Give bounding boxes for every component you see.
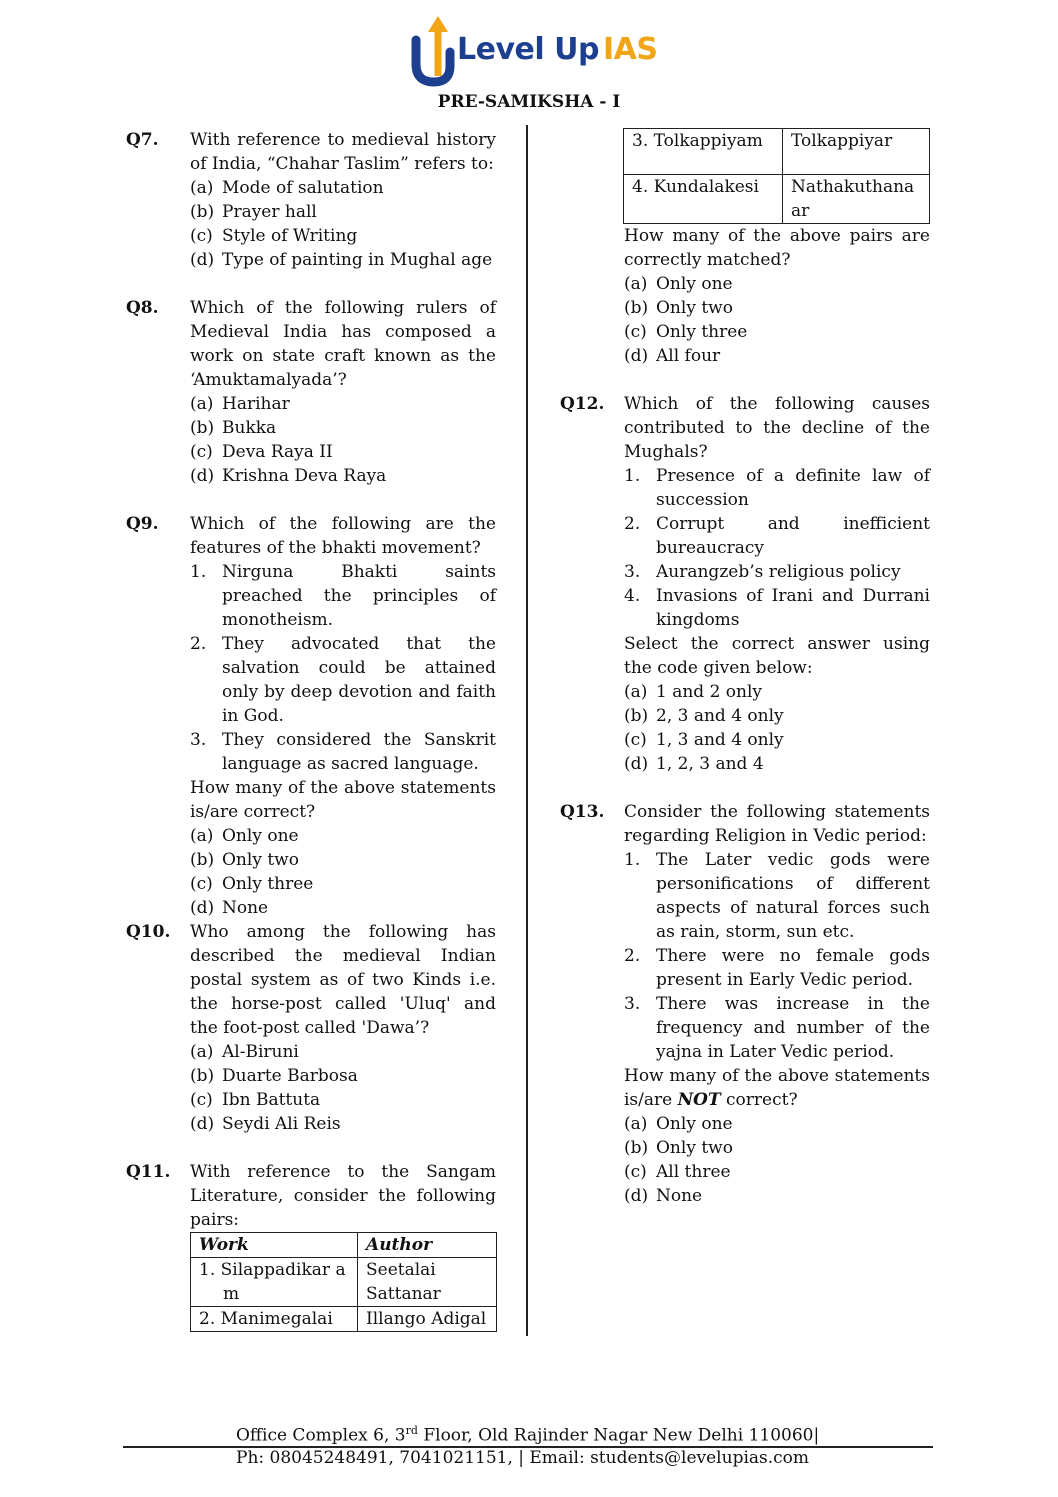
table-row [624, 129, 930, 175]
option-c: (c) Style of Writing [190, 226, 358, 246]
option-c: (c) Only three [190, 874, 314, 894]
option-b: (b) Only two [624, 1138, 733, 1158]
question-stem: Which of the following are the features of the bhakti movement? [190, 514, 496, 558]
question-stem: Who among the following has described the medieval Indian postal system as of two Kinds i.e. the horse-post called 'Uluq' and the foot-post called 'Dawa’? [190, 922, 496, 1038]
footer-address: Office Complex 6, 3rd Floor, Old Rajinder Nagar New Delhi 110060| [236, 1424, 820, 1446]
question-number: Q9. [126, 514, 159, 534]
option-b: (b) Bukka [190, 418, 277, 438]
work-cell: 3. Tolkappiyam [624, 129, 783, 175]
question-prompt: How many of the above statements is/are correct? [190, 778, 496, 822]
option-d: (d) Krishna Deva Raya [190, 466, 387, 486]
table-header-row [191, 1233, 497, 1258]
question-stem: Consider the following statements regarding Religion in Vedic period: [624, 802, 930, 846]
option-a: (a) Mode of salutation [190, 178, 384, 198]
option-d: (d) None [190, 898, 269, 918]
option-b: (b) Only two [624, 298, 733, 318]
author-cell: Illango Adigal [358, 1307, 497, 1332]
logo-text: Level Up [457, 32, 599, 67]
author-cell: Tolkappiyar [783, 129, 930, 175]
question-stem: With reference to the Sangam Literature, consider the following pairs: [190, 1162, 496, 1230]
table-row [191, 1307, 497, 1332]
question-number: Q8. [126, 298, 159, 318]
option-a: (a) Only one [624, 1114, 733, 1134]
option-a: (a) Only one [624, 274, 733, 294]
option-b: (b) 2, 3 and 4 only [624, 706, 784, 726]
question-number: Q11. [126, 1162, 171, 1182]
option-b: (b) Duarte Barbosa [190, 1066, 358, 1086]
option-c: (c) All three [624, 1162, 731, 1182]
question-number: Q13. [560, 802, 605, 822]
work-cell: 1. Silappadikar am [199, 1260, 346, 1304]
question-stem: Which of the following causes contributed to the decline of the Mughals? [624, 394, 930, 462]
statement-2: 2. Corrupt and inefficient bureaucracy [624, 514, 930, 558]
option-c: (c) 1, 3 and 4 only [624, 730, 784, 750]
question-prompt: How many of the above pairs are correctly matched? [624, 226, 930, 270]
statement-3: 3. There was increase in the frequency and number of the yajna in Later Vedic period. [624, 994, 930, 1062]
question-stem-line: With reference to medieval history [190, 130, 496, 150]
statement-4: 4. Invasions of Irani and Durrani kingdoms [624, 586, 930, 630]
question-number: Q12. [560, 394, 605, 414]
author-cell: Seetalai Sattanar [366, 1260, 441, 1304]
page-title: PRE-SAMIKSHA - I [437, 92, 621, 112]
column-divider [526, 125, 528, 1336]
option-a: (a) Al-Biruni [190, 1042, 299, 1062]
work-cell: 4. Kundalakesi [624, 175, 783, 224]
option-d: (d) 1, 2, 3 and 4 [624, 754, 764, 774]
option-d: (d) Type of painting in Mughal age [190, 250, 493, 270]
pairs-table-part-2 [623, 128, 930, 224]
question-prompt: How many of the above statements is/are NOT correct? [624, 1066, 930, 1110]
question-stem: Which of the following rulers of Medieval India has composed a work on state craft known as the ‘Amuktamalyada’? [190, 298, 496, 390]
emphasis-not: NOT [677, 1090, 721, 1110]
work-cell: 2. Manimegalai [191, 1307, 358, 1332]
option-a: (a) 1 and 2 only [624, 682, 763, 702]
option-b: (b) Prayer hall [190, 202, 317, 222]
option-a: (a) Only one [190, 826, 299, 846]
author-cell: Nathakuthana ar [791, 177, 915, 221]
statement-1: 1. Presence of a definite law of succession [624, 466, 930, 510]
statement-1: 1. The Later vedic gods were personifications of different aspects of natural forces such as rain, storm, sun etc. [624, 850, 930, 942]
question-number: Q10. [126, 922, 171, 942]
question-number: Q7. [126, 130, 159, 150]
statement-3: 3. Aurangzeb’s religious policy [624, 562, 901, 582]
option-c: (c) Ibn Battuta [190, 1090, 321, 1110]
option-d: (d) None [624, 1186, 703, 1206]
logo-wordmark [457, 32, 657, 67]
logo-accent: IAS [602, 32, 658, 67]
arrow-u-icon [410, 12, 458, 88]
option-a: (a) Harihar [190, 394, 290, 414]
question-prompt: Select the correct answer using the code given below: [624, 634, 930, 678]
table-row [191, 1258, 497, 1307]
statement-3: 3. They considered the Sanskrit language as sacred language. [190, 730, 496, 774]
statement-1: 1. Nirguna Bhakti saints preached the principles of monotheism. [190, 562, 496, 630]
column-header-work: Work [191, 1233, 358, 1258]
question-stem-line: of India, “Chahar Taslim” refers to: [190, 154, 494, 174]
option-c: (c) Deva Raya II [190, 442, 333, 462]
option-c: (c) Only three [624, 322, 748, 342]
table-row [624, 175, 930, 224]
statement-2: 2. They advocated that the salvation could be attained only by deep devotion and faith in God. [190, 634, 496, 726]
statement-2: 2. There were no female gods present in Early Vedic period. [624, 946, 930, 990]
option-b: (b) Only two [190, 850, 299, 870]
option-d: (d) All four [624, 346, 721, 366]
level-up-ias-logo [410, 12, 658, 88]
footer-contact: Ph: 08045248491, 7041021151, | Email: students@levelupias.com [236, 1448, 810, 1468]
option-d: (d) Seydi Ali Reis [190, 1114, 341, 1134]
pairs-table-part-1 [190, 1232, 497, 1332]
column-header-author: Author [358, 1233, 497, 1258]
